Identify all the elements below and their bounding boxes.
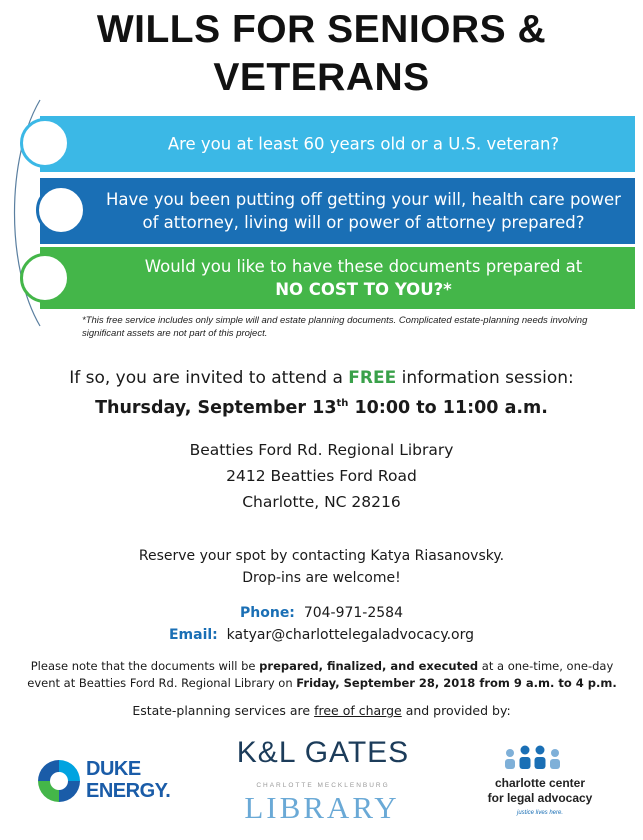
invite-free: FREE bbox=[348, 368, 397, 388]
question-1-text: Are you at least 60 years old or a U.S. veteran? bbox=[167, 134, 560, 154]
address-line-1: Beatties Ford Rd. Regional Library bbox=[189, 441, 454, 459]
page-title bbox=[0, 6, 643, 102]
estate-underlined: free of charge bbox=[314, 703, 402, 718]
session-time: 10:00 to 11:00 a.m. bbox=[348, 398, 548, 418]
note-text-2: at a one-time, one-day event at Beatties Ford Rd. Regional Library on bbox=[27, 659, 614, 690]
reserve-line-2: Drop-ins are welcome! bbox=[242, 570, 401, 586]
session-date bbox=[0, 398, 643, 418]
cclad-people-icon bbox=[490, 743, 580, 773]
duke-line-1: DUKE bbox=[86, 758, 141, 780]
invite-line bbox=[0, 368, 643, 388]
address-line-2: 2412 Beatties Ford Road bbox=[226, 467, 417, 485]
session-day: Thursday, September 13 bbox=[95, 398, 337, 418]
circle-icon bbox=[20, 118, 70, 168]
email-label: Email: bbox=[168, 627, 218, 643]
library-logo-small-text: CHARLOTTE MECKLENBURG bbox=[256, 782, 390, 789]
cclad-line-1: charlotte center bbox=[494, 776, 586, 790]
address-line-3: Charlotte, NC 28216 bbox=[242, 493, 401, 511]
email-line bbox=[0, 624, 643, 646]
phone-line bbox=[0, 602, 643, 624]
phone-label: Phone: bbox=[240, 605, 295, 621]
note-bold-1: prepared, finalized, and executed bbox=[259, 659, 479, 673]
question-3-text-bold: NO COST TO YOU?* bbox=[275, 280, 452, 299]
question-band-3 bbox=[40, 247, 635, 309]
phone-number[interactable]: 704-971-2584 bbox=[303, 605, 403, 621]
cclad-logo-text bbox=[470, 776, 610, 806]
note-text-1: Please note that the documents will be bbox=[30, 659, 260, 673]
title-line-2: VETERANS bbox=[213, 56, 430, 99]
estate-line bbox=[0, 703, 643, 718]
session-day-suffix: th bbox=[336, 398, 349, 410]
estate-after: and provided by: bbox=[401, 703, 511, 718]
question-2-text: Have you been putting off getting your will, health care power of attorney, living will or power of attorney prepared? bbox=[106, 190, 621, 232]
circle-icon bbox=[20, 253, 70, 303]
footnote: *This free service includes only simple will and estate planning documents. Complicated estate-planning needs involving significant assets are not part of this project. bbox=[82, 315, 588, 339]
invite-after: information session: bbox=[396, 368, 574, 388]
question-3-text bbox=[100, 255, 627, 301]
question-band-2 bbox=[40, 178, 635, 244]
library-logo: LIBRARY bbox=[244, 790, 400, 825]
title-line-1: WILLS FOR SENIORS & bbox=[96, 8, 547, 51]
question-band-1 bbox=[40, 116, 635, 172]
email-address[interactable]: katyar@charlottelegaladvocacy.org bbox=[226, 627, 475, 643]
cclad-line-2: for legal advocacy bbox=[487, 791, 593, 805]
circle-icon bbox=[36, 185, 86, 235]
estate-before: Estate-planning services are bbox=[132, 703, 315, 718]
question-3-text-plain: Would you like to have these documents prepared at bbox=[144, 257, 583, 276]
duke-energy-logo-icon bbox=[34, 756, 84, 806]
kl-gates-logo: K&L GATES bbox=[236, 736, 410, 769]
note-paragraph bbox=[22, 658, 622, 692]
cclad-tagline: justice lives here. bbox=[516, 810, 564, 816]
duke-line-2: ENERGY. bbox=[86, 780, 171, 802]
invite-before: If so, you are invited to attend a bbox=[69, 368, 349, 388]
note-bold-2: Friday, September 28, 2018 from 9 a.m. to 4 p.m. bbox=[296, 676, 617, 690]
duke-energy-logo-text bbox=[86, 758, 170, 802]
reserve-line-1: Reserve your spot by contacting Katya Riasanovsky. bbox=[138, 548, 505, 564]
